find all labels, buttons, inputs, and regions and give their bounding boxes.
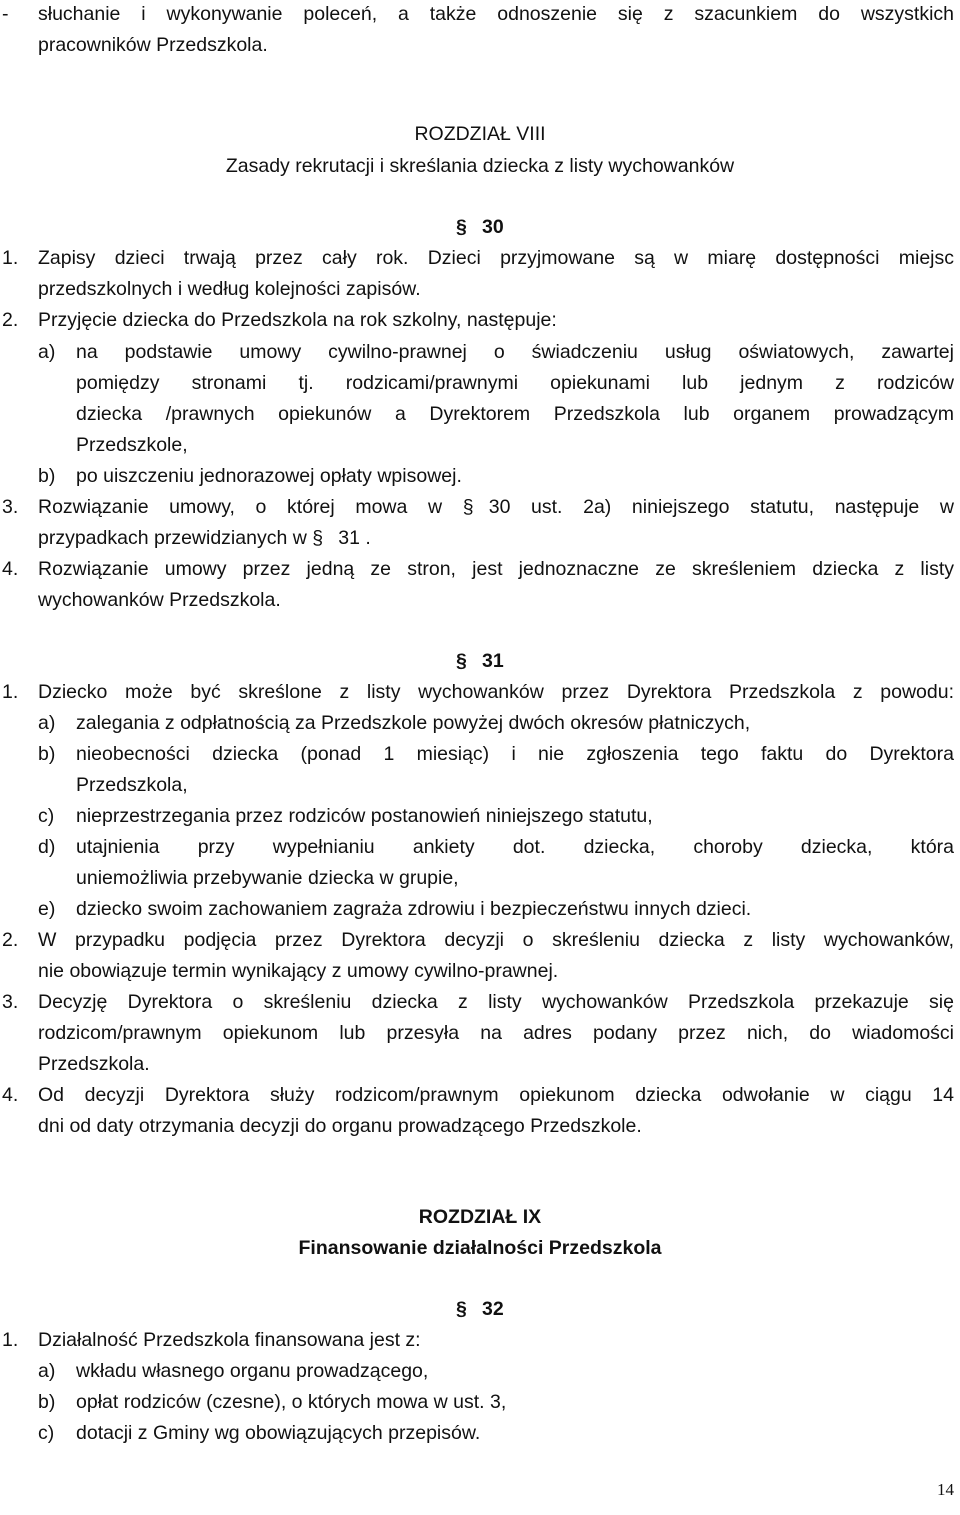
paragraph-heading — [0, 1295, 960, 1323]
intro-text: słuchanie i wykonywanie poleceń, a także odnoszenie się z szacunkiem do wszystkich — [38, 3, 954, 25]
sub-item — [0, 1357, 960, 1385]
sub-item — [0, 833, 960, 861]
paragraph-number: 32 — [482, 1298, 504, 1320]
sub-item-text: pomiędzy stronami tj. rodzicami/prawnymi opiekunami lub jednym z rodziców — [76, 372, 954, 394]
item-text: Dziecko może być skreślone z listy wychowanków przez Dyrektora Przedszkola z powodu: — [38, 681, 954, 703]
sub-item-label: c) — [38, 805, 55, 827]
sub-item-text: Przedszkola, — [76, 774, 188, 796]
sub-item-label: a) — [38, 1360, 56, 1382]
paragraph-number: 30 — [482, 216, 504, 238]
sub-item-text: po uiszczeniu jednorazowej opłaty wpisowej. — [76, 465, 462, 487]
sub-item — [0, 895, 960, 923]
sub-item-text: utajnienia przy wypełnianiu ankiety dot. dziecka, choroby dziecka, która — [76, 836, 954, 858]
sub-item-label: d) — [38, 836, 56, 858]
item-text: Działalność Przedszkola finansowana jest z: — [38, 1329, 421, 1351]
sub-item-cont — [0, 771, 960, 799]
sub-item-text: uniemożliwia przebywanie dziecka w grupie, — [76, 867, 459, 889]
list-dash: - — [2, 3, 9, 25]
item-text: dni od daty otrzymania decyzji do organu prowadzącego Przedszkole. — [38, 1115, 642, 1137]
list-item-cont — [0, 1019, 960, 1047]
list-item — [0, 926, 960, 954]
item-number: 4. — [2, 1084, 19, 1106]
list-item — [0, 1081, 960, 1109]
sub-item-text: dziecko swoim zachowaniem zagraża zdrowiu i bezpieczeństwu innych dzieci. — [76, 898, 752, 920]
sub-item — [0, 338, 960, 366]
item-number: 4. — [2, 558, 19, 580]
sub-item — [0, 802, 960, 830]
sub-item-label: b) — [38, 743, 56, 765]
sub-item-label: b) — [38, 465, 56, 487]
item-number: 1. — [2, 681, 19, 703]
list-item-cont — [0, 957, 960, 985]
list-item-cont — [0, 586, 960, 614]
intro-text: pracowników Przedszkola. — [38, 34, 268, 56]
item-text: wychowanków Przedszkola. — [38, 589, 281, 611]
paragraph-heading — [0, 213, 960, 241]
sub-item-cont — [0, 431, 960, 459]
sub-item-text: nieprzestrzegania przez rodziców postanowień niniejszego statutu, — [76, 805, 653, 827]
page-number: 14 — [937, 1480, 954, 1499]
list-item — [0, 493, 960, 521]
sub-item-label: a) — [38, 712, 56, 734]
item-text: Przedszkola. — [38, 1053, 150, 1075]
sub-item-label: e) — [38, 898, 56, 920]
section-sign: § — [462, 496, 474, 518]
item-text: nie obowiązuje termin wynikający z umowy cywilno-prawnej. — [38, 960, 559, 982]
sub-item-cont — [0, 400, 960, 428]
item-text: Zapisy dzieci trwają przez cały rok. Dzieci przyjmowane są w miarę dostępności miejsc — [38, 247, 954, 269]
sub-item-cont — [0, 369, 960, 397]
intro-line — [0, 0, 960, 28]
item-text: Rozwiązanie umowy przez jedną ze stron, jest jednoznaczne ze skreśleniem dziecka z listy — [38, 558, 954, 580]
item-number: 1. — [2, 1329, 19, 1351]
sub-item-cont — [0, 864, 960, 892]
item-number: 3. — [2, 496, 19, 518]
chapter-subtitle: Zasady rekrutacji i skreślania dziecka z listy wychowanków — [225, 155, 735, 177]
sub-item — [0, 1388, 960, 1416]
sub-item — [0, 709, 960, 737]
item-text: rodzicom/prawnym opiekunom lub przesyła na adres podany przez nich, do wiadomości — [38, 1022, 954, 1044]
sub-item — [0, 462, 960, 490]
sub-item — [0, 1419, 960, 1447]
list-item — [0, 988, 960, 1016]
sub-item-text: dotacji z Gminy wg obowiązujących przepisów. — [76, 1422, 481, 1444]
section-sign: § — [456, 650, 467, 672]
chapter-title: ROZDZIAŁ VIII — [414, 123, 546, 145]
item-number: 3. — [2, 991, 19, 1013]
item-text: Od decyzji Dyrektora służy rodzicom/prawnym opiekunom dziecka odwołanie w ciągu 14 — [38, 1084, 954, 1106]
list-item — [0, 678, 960, 706]
item-number: 2. — [2, 309, 19, 331]
paragraph-heading — [0, 647, 960, 675]
item-number: 1. — [2, 247, 19, 269]
item-text: przypadkach przewidzianych w § 31 . — [38, 524, 954, 552]
sub-item — [0, 740, 960, 768]
sub-item-label: b) — [38, 1391, 56, 1413]
list-item — [0, 306, 960, 334]
section-sign: § — [456, 1298, 467, 1320]
sub-item-text: na podstawie umowy cywilno-prawnej o świadczeniu usług oświatowych, zawartej — [76, 341, 954, 363]
sub-item-text: dziecka /prawnych opiekunów a Dyrektorem Przedszkola lub organem prowadzącym — [76, 403, 954, 425]
sub-item-label: c) — [38, 1422, 55, 1444]
list-item — [0, 555, 960, 583]
list-item-cont — [0, 1050, 960, 1078]
sub-item-text: wkładu własnego organu prowadzącego, — [76, 1360, 429, 1382]
item-number: 2. — [2, 929, 19, 951]
section-sign: § — [312, 527, 324, 549]
item-text: przedszkolnych i według kolejności zapisów. — [38, 278, 421, 300]
chapter-title: ROZDZIAŁ IX — [418, 1206, 542, 1228]
paragraph-number: 31 — [482, 650, 504, 672]
item-text: Przyjęcie dziecka do Przedszkola na rok szkolny, następuje: — [38, 309, 557, 331]
chapter-subtitle: Finansowanie działalności Przedszkola — [298, 1237, 662, 1259]
item-text: Decyzję Dyrektora o skreśleniu dziecka z listy wychowanków Przedszkola przekazuje się — [38, 991, 954, 1013]
sub-item-text: Przedszkole, — [76, 434, 188, 456]
list-item — [0, 1326, 960, 1354]
section-sign: § — [456, 216, 467, 238]
list-item-cont — [0, 275, 960, 303]
item-text: W przypadku podjęcia przez Dyrektora decyzji o skreśleniu dziecka z listy wychowanków, — [38, 929, 954, 951]
sub-item-label: a) — [38, 341, 56, 363]
list-item — [0, 244, 960, 272]
intro-line — [0, 31, 960, 59]
list-item-cont — [0, 1112, 960, 1140]
list-item-cont — [0, 524, 960, 552]
sub-item-text: nieobecności dziecka (ponad 1 miesiąc) i nie zgłoszenia tego faktu do Dyrektora — [76, 743, 954, 765]
item-text: Rozwiązanie umowy, o której mowa w § 30 ust. 2a) niniejszego statutu, następuje w — [38, 493, 954, 521]
sub-item-text: opłat rodziców (czesne), o których mowa w ust. 3, — [76, 1391, 507, 1413]
sub-item-text: zalegania z odpłatnością za Przedszkole powyżej dwóch okresów płatniczych, — [76, 712, 751, 734]
page-number-line — [0, 1476, 960, 1504]
